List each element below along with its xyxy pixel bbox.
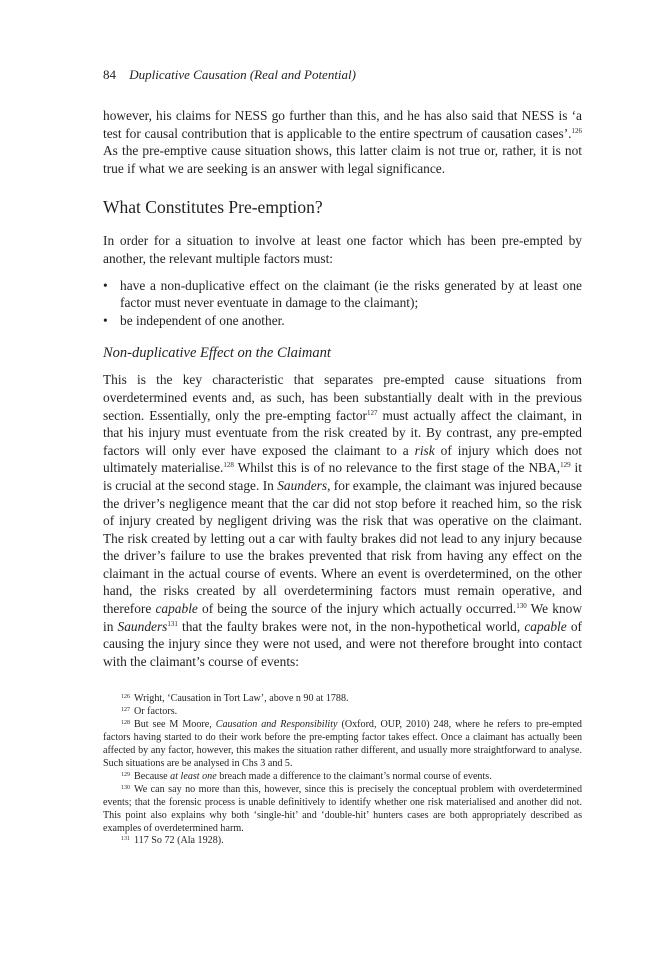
text-span: , for example, the claimant was injured because the driver’s negligence meant that the car did not stop before it reached him, so the risk of injury created by negligent driving was the risk that was operative on the claimant. The risk created by letting out a car with faulty brakes did not lead to any injury because the driver’s failure to use the brakes prevented that risk from having any effect on the claimant in the actual course of events. Where an event is overdetermined, on the other hand, the risks created by all overdetermining factors must remain operative, and therefore [103,477,582,617]
running-header [103,66,582,83]
footnote-130 [103,784,582,836]
list-item [103,277,582,312]
footnote-text: breach made a difference to the claimant’s normal course of events. [216,770,492,782]
footnote-text: Because [134,770,171,782]
paragraph-ness-claims [103,107,582,177]
footnote-number: 129 [121,771,130,778]
text-span: This is the key characteristic that separates pre-empted cause situations from overdetermined events and, as such, has been substantially dealt with in the previous section. Essentially, only the pre-empting factor [103,372,582,423]
text-span: of injury which does not ultimately materialise. [103,442,582,476]
emphasis: capable [155,601,198,617]
footnote-text: Wright, ‘Causation in Tort Law’, above n 90 at 1788. [134,693,349,705]
footnote-text: But see M Moore, [134,719,216,731]
footnote-number: 126 [121,694,130,701]
footnote-text: Or factors. [134,706,178,718]
footnote-number: 128 [121,720,130,727]
bullet-icon: • [103,312,108,328]
text-span: We know in [103,601,583,634]
criteria-list [103,277,582,330]
footnote-ref-131[interactable]: 131 [167,619,178,628]
paragraph-preemption-intro: In order for a situation to involve at least one factor which has been pre-empted by another, the relevant multiple factors must: [103,233,582,266]
emphasis: capable [524,618,567,634]
footnote-ref-130[interactable]: 130 [516,602,527,611]
text-span: Whilst this is of no relevance to the first stage of the NBA, [233,460,561,476]
running-title: Duplicative Causation (Real and Potential) [129,67,356,82]
text-span: of being the source of the injury which actually occurred. [197,601,517,617]
book-page [103,66,582,848]
footnote-127 [103,706,582,719]
footnote-ref-128[interactable]: 128 [223,461,234,470]
list-item-text: have a non-duplicative effect on the claimant (ie the risks generated by at least one factor must never eventuate in damage to the claimant); [120,277,582,311]
list-item [103,312,582,330]
emphasis: at least one [170,770,217,782]
case-name: Saunders [277,477,328,493]
footnote-128 [103,719,582,771]
text-span: must actually affect the claimant, in that his injury must eventuate from the risk created by it. By contrast, any pre-empted factors will only ever have exposed the claimant to a [103,407,582,458]
bullet-icon: • [103,277,108,293]
footnote-text: We can say no more than this, however, since this is precisely the conceptual problem with overdetermined events; that the forensic process is unable definitively to identify whether one risk materialised and another did not. This point also explains why both ‘single-hit’ and ‘double-hit’ hunters cases are both appropriately described as examples of overdetermined harm. [103,783,582,834]
text-span: however, his claims for NESS go further than this, and he has also said that NESS is ‘a test for causal contribution that is applicable to the entire spectrum of causation cases’. [103,108,582,141]
footnote-number: 127 [121,707,130,714]
list-item-text: be independent of one another. [120,312,285,328]
paragraph-non-duplicative [103,371,582,670]
emphasis: risk [414,442,435,458]
section-heading: What Constitutes Pre-emption? [103,197,323,218]
footnote-number: 130 [121,784,130,791]
footnote-ref-127[interactable]: 127 [367,408,378,417]
case-name: Saunders [117,618,168,634]
footnote-129 [103,771,582,784]
footnote-ref-129[interactable]: 129 [560,461,571,470]
subsection-heading: Non-duplicative Effect on the Claimant [103,345,331,362]
text-span: it is crucial at the second stage. In [103,460,582,493]
footnote-ref-126[interactable]: 126 [571,126,582,135]
footnote-text: (Oxford, OUP, 2010) 248, where he refers to pre-empted factors having started to do their work before the pre-empting factor takes effect. Once a claimant has actually been affected by any factor, however, this makes the situation rather different, and usually more straightforward to analyse. Such situations are be analysed in Chs 3 and 5. [103,719,582,769]
text-span: that the faulty brakes were not, in the non-hypothetical world, [177,618,525,634]
footnote-number: 131 [121,836,130,843]
book-title: Causation and Responsibility [215,719,338,731]
footnote-text: 117 So 72 (Ala 1928). [134,835,224,847]
page-number: 84 [103,67,116,82]
footnote-131 [103,835,582,848]
text-span: of causing the injury since they were not used, and were not therefore brought into contact with the claimant’s course of events: [103,618,582,669]
text-span: As the pre-emptive cause situation shows, this latter claim is not true or, rather, it is not true if what we are seeking is an answer with legal significance. [103,143,582,176]
footnote-126 [103,693,582,706]
footnotes [103,693,582,848]
